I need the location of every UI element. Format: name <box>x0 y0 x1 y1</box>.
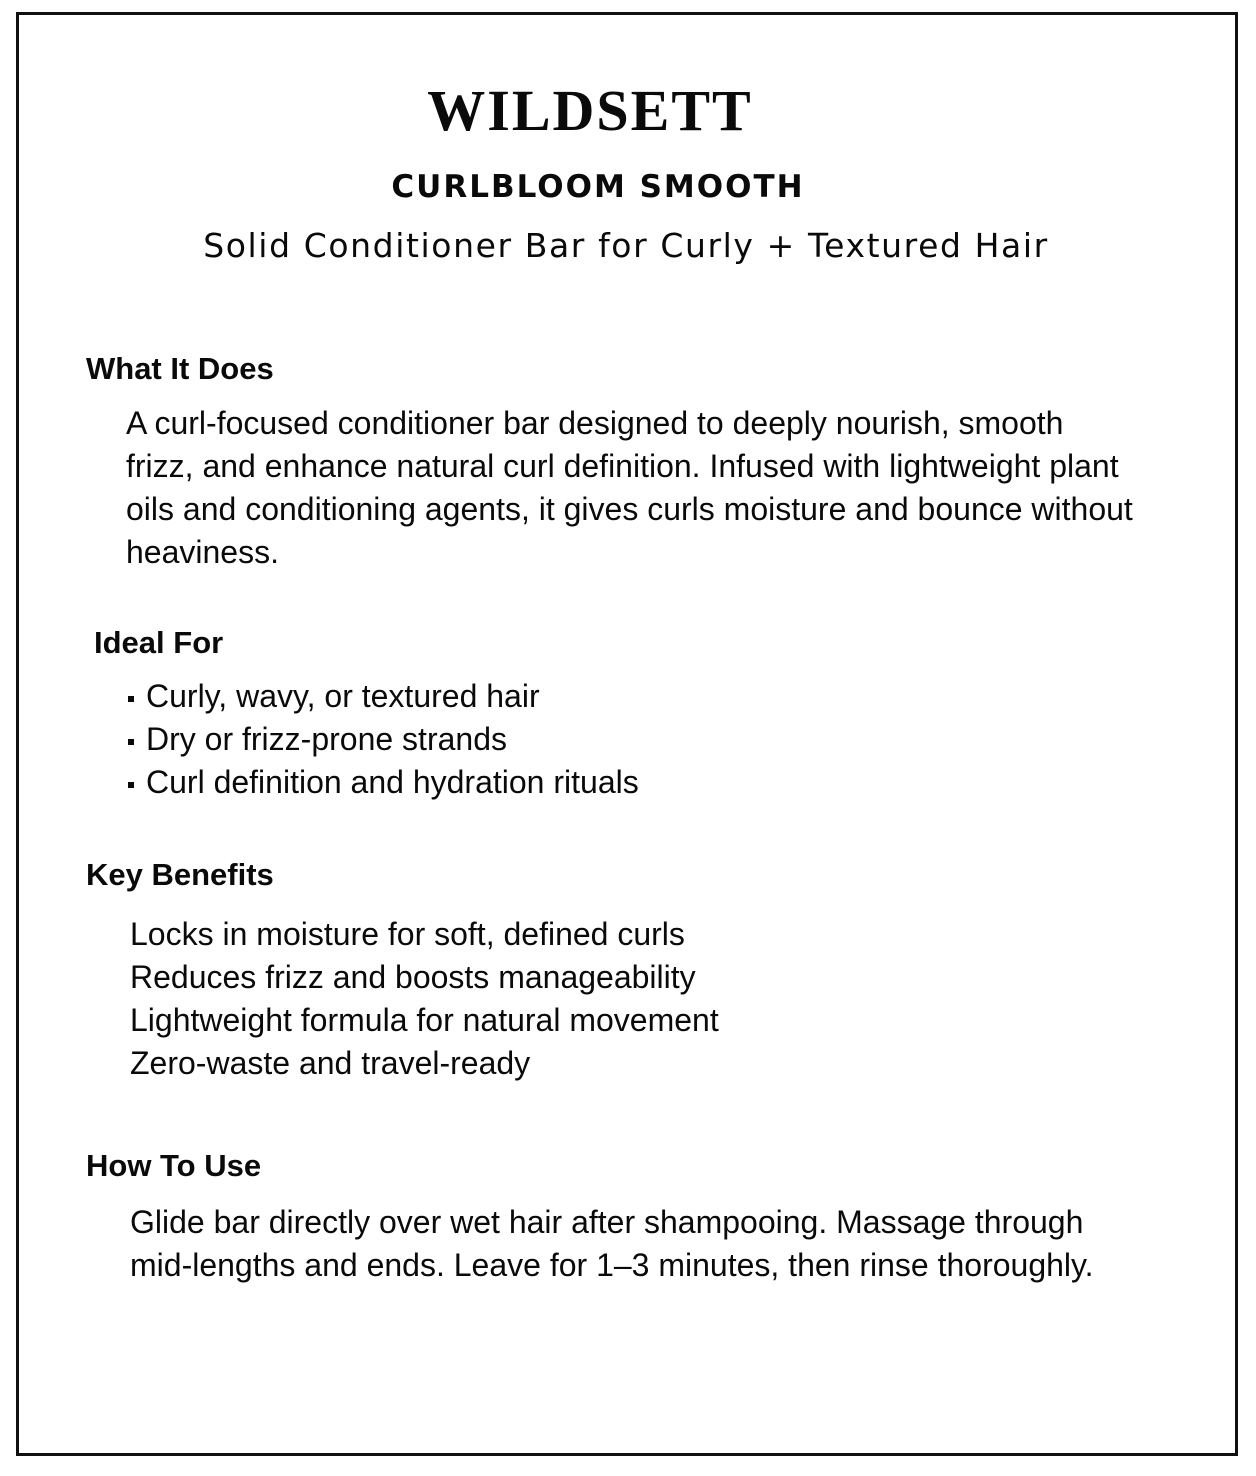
brand-logo: WILDSETT <box>427 78 753 143</box>
list-item: Zero-waste and travel-ready <box>130 1045 531 1081</box>
description-line: frizz, and enhance natural curl definition. Infused with lightweight plant <box>126 448 1119 484</box>
description-line: heaviness. <box>126 534 279 570</box>
product-tagline: Solid Conditioner Bar for Curly + Textured Hair <box>203 226 1049 265</box>
list-item-text: Dry or frizz-prone strands <box>146 721 507 757</box>
list-item <box>128 675 639 718</box>
key-benefits-list <box>130 913 719 1085</box>
list-item: Lightweight formula for natural movement <box>130 1002 719 1038</box>
product-name: CURLBLOOM SMOOTH <box>391 169 805 205</box>
bullet-icon <box>128 739 134 745</box>
list-item: Reduces frizz and boosts manageability <box>130 959 696 995</box>
what-it-does-description <box>126 402 1133 574</box>
instruction-line: mid-lengths and ends. Leave for 1–3 minutes, then rinse thoroughly. <box>130 1247 1094 1283</box>
section-heading-key-benefits: Key Benefits <box>86 857 274 892</box>
list-item-text: Curl definition and hydration rituals <box>146 764 639 800</box>
bullet-icon <box>128 696 134 702</box>
section-heading-what-it-does: What It Does <box>86 351 274 386</box>
instruction-line: Glide bar directly over wet hair after shampooing. Massage through <box>130 1204 1084 1240</box>
section-heading-ideal-for: Ideal For <box>94 625 224 660</box>
list-item <box>128 761 639 804</box>
description-line: A curl-focused conditioner bar designed to deeply nourish, smooth <box>126 405 1064 441</box>
bullet-icon <box>128 782 134 788</box>
how-to-use-instructions <box>130 1201 1094 1287</box>
description-line: oils and conditioning agents, it gives curls moisture and bounce without <box>126 491 1133 527</box>
section-heading-how-to-use: How To Use <box>86 1148 262 1183</box>
list-item-text: Curly, wavy, or textured hair <box>146 678 540 714</box>
list-item <box>128 718 639 761</box>
ideal-for-list <box>128 675 639 804</box>
list-item: Locks in moisture for soft, defined curls <box>130 916 685 952</box>
